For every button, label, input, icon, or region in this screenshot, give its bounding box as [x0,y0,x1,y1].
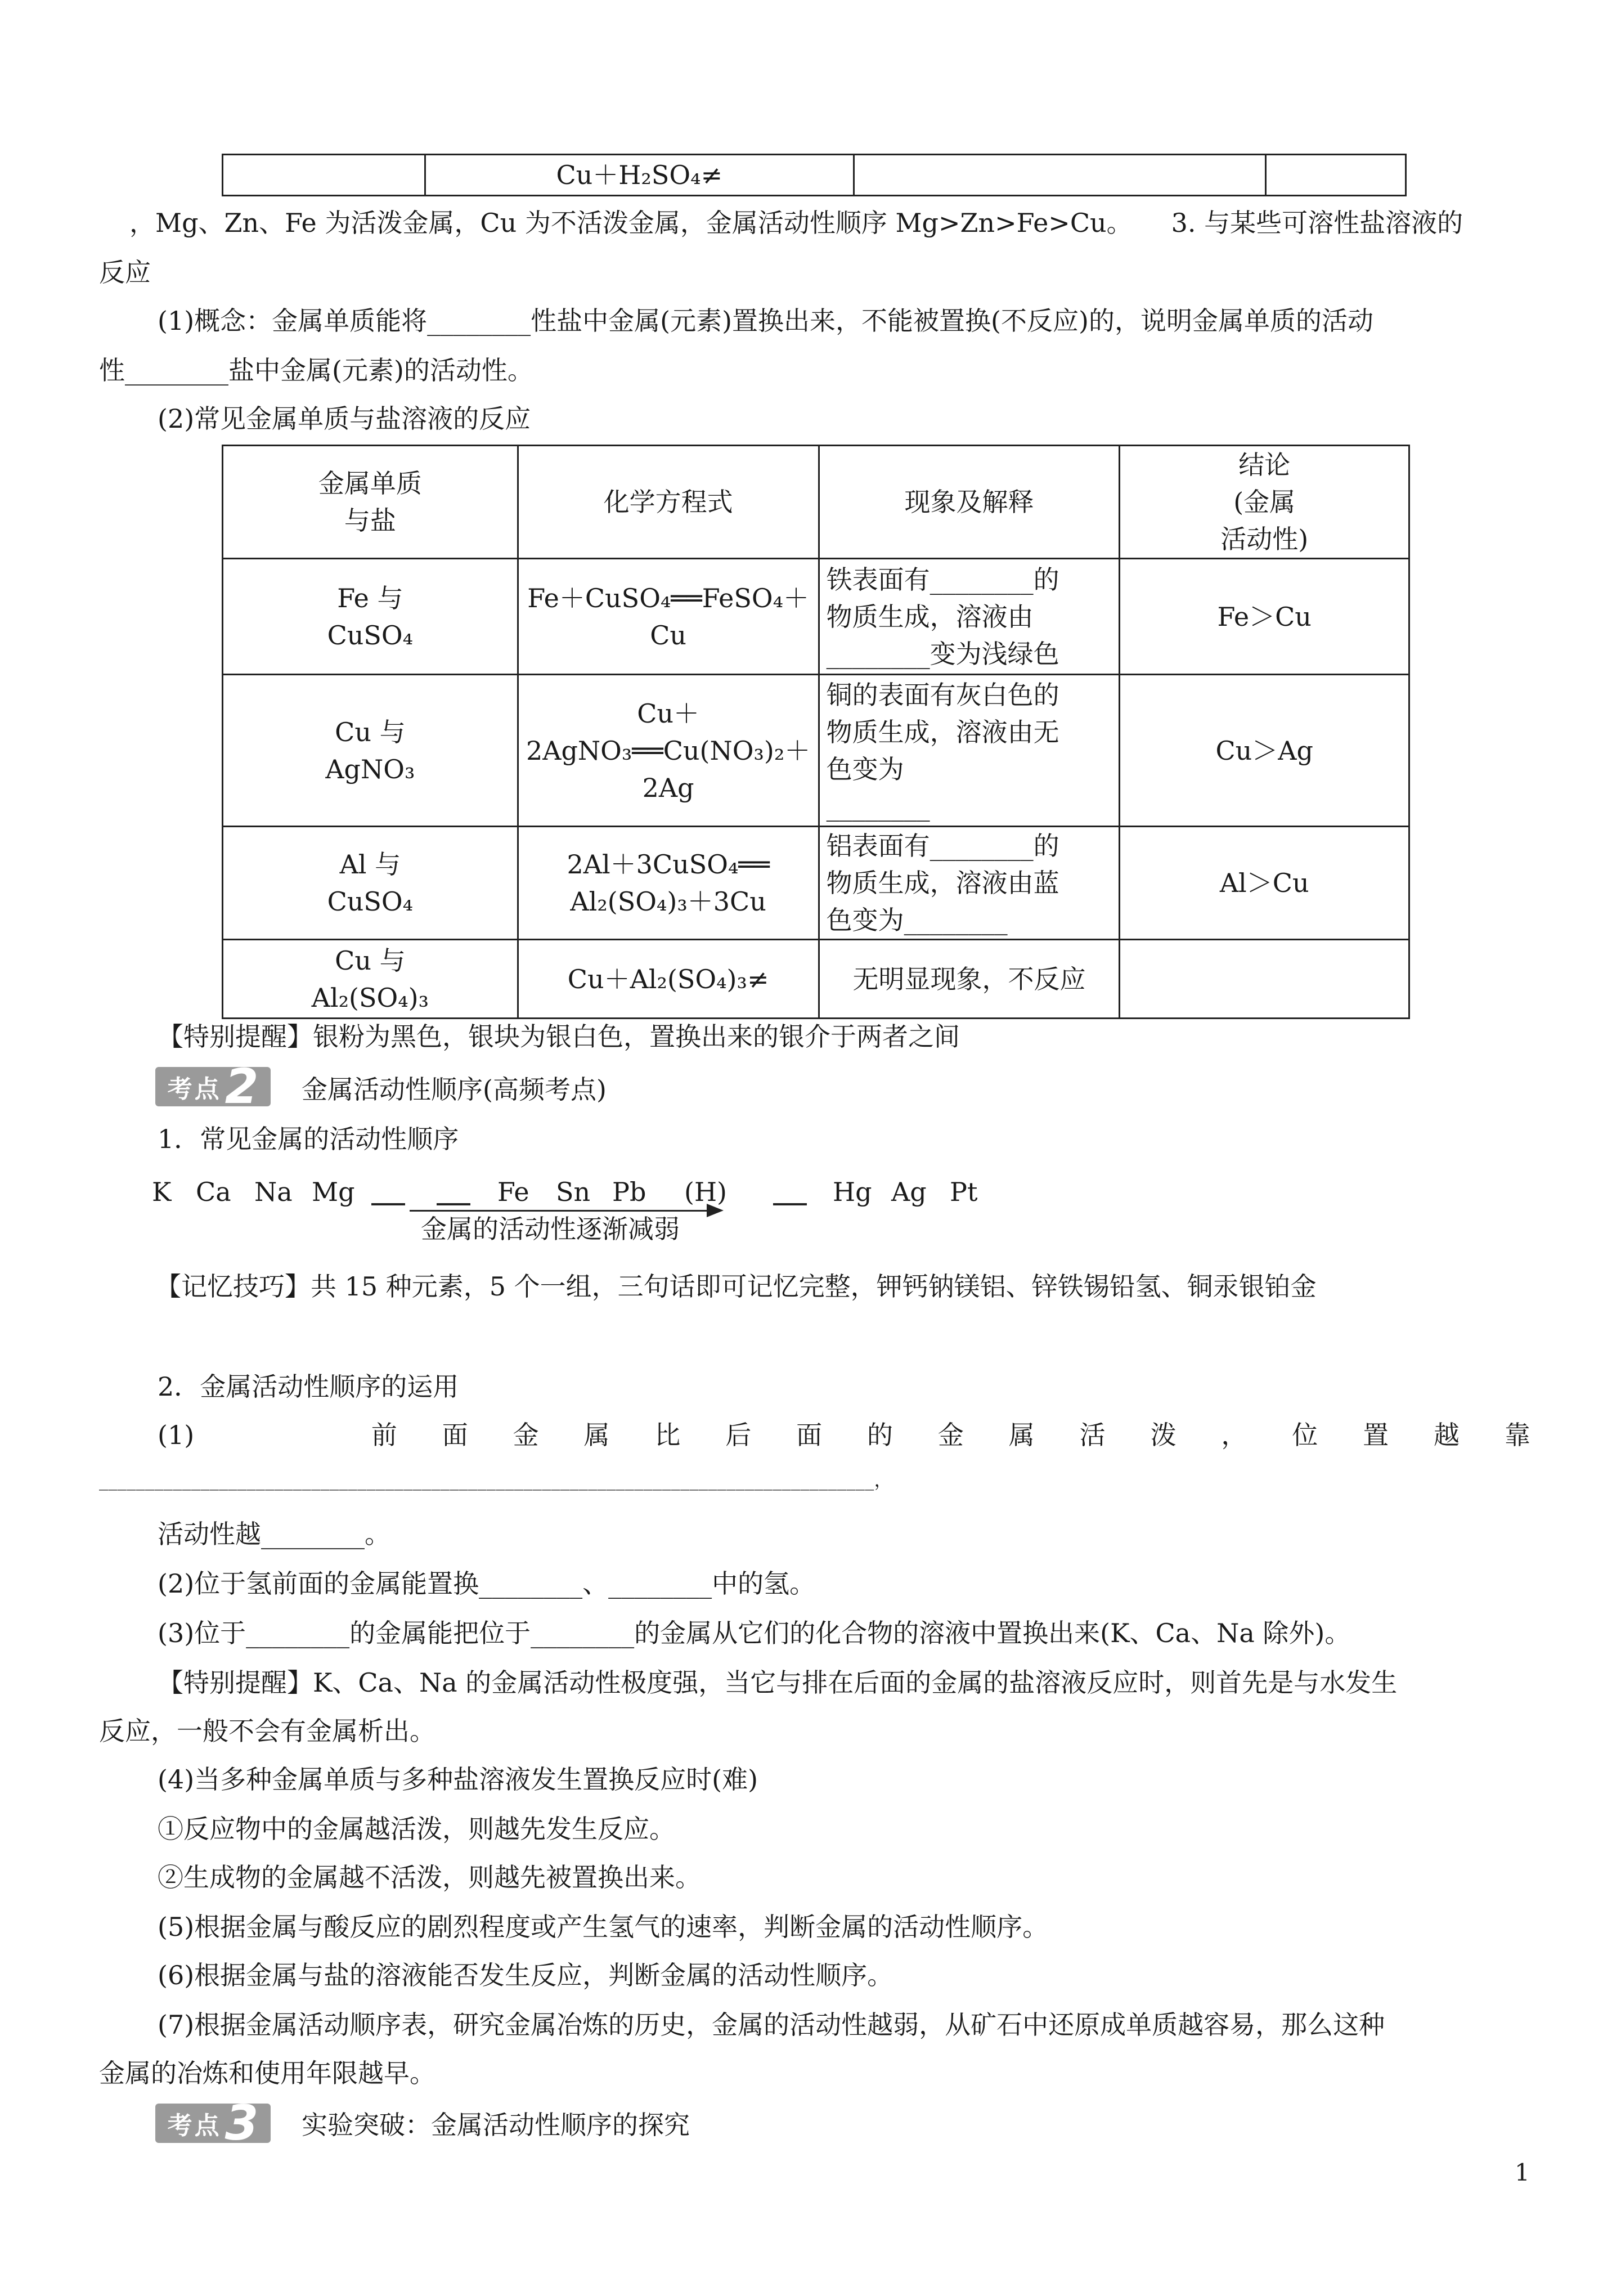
paragraph: ①反应物中的金属越活泼，则越先发生反应。 [158,1814,675,1844]
series-symbol: Fe [497,1177,529,1207]
word: 面 [442,1420,468,1450]
page-number: 1 [1515,2159,1530,2186]
table-cell [1120,940,1409,1019]
table-cell: 2Al＋3CuSO₄══ Al₂(SO₄)₃＋3Cu [518,827,819,940]
series-symbol: Sn [556,1177,591,1207]
reminder: 【特别提醒】K、Ca、Na 的金属活动性极度强，当它与排在后面的金属的盐溶液反应时，则首先是与水发生 [158,1667,1398,1698]
paragraph: (6)根据金属与盐的溶液能否发生反应，判断金属的活动性顺序。 [158,1960,893,1990]
series-blank [371,1174,405,1205]
paragraph: (3)位于________的金属能把位于________的金属从它们的化合物的溶液中置换出来(K、Ca、Na 除外)。 [158,1618,1351,1648]
word: 后 [725,1420,752,1450]
series-symbol: K [152,1177,172,1207]
table-row [223,675,1409,827]
word: 活 [1079,1420,1106,1450]
header-cell: 现象及解释 [819,446,1120,559]
top-table [222,154,1407,196]
table-header-row [223,446,1409,559]
paragraph: 金属的冶炼和使用年限越早。 [99,2058,435,2088]
table-cell: Cu 与 Al₂(SO₄)₃ [223,940,518,1019]
table-row [223,940,1409,1019]
header-cell: 化学方程式 [518,446,819,559]
section-badge [155,2095,271,2151]
series-symbol: Na [254,1177,293,1207]
paragraph: 反应 [99,257,151,288]
table-cell: Al 与 CuSO₄ [223,827,518,940]
series-blank [773,1174,807,1205]
word: 越 [1434,1420,1460,1450]
paragraph: 性________盐中金属(元素)的活动性。 [99,355,533,385]
header-cell: 金属单质 与盐 [223,446,518,559]
header-cell: 结论 (金属 活动性) [1120,446,1409,559]
memory-tip: 【记忆技巧】共 15 种元素，5 个一组，三句话即可记忆完整，钾钙钠镁铝、锌铁锡铅氢、铜汞银铂金 [155,1271,1317,1302]
salt-reaction-table [222,445,1410,1019]
word: 泼 [1150,1420,1177,1450]
table-cell: Al＞Cu [1120,827,1409,940]
series-symbol: Pt [950,1177,978,1207]
table-row [223,559,1409,675]
table-row [223,155,1406,196]
table-cell [854,155,1266,196]
word: 金 [937,1420,964,1450]
table-cell [223,155,425,196]
use-1-line [158,1417,1530,1453]
section-badge [155,1059,271,1115]
word: 属 [1008,1420,1035,1450]
paragraph: (4)当多种金属单质与多种盐溶液发生置换反应时(难) [158,1764,758,1795]
paragraph: ，Mg、Zn、Fe 为活泼金属，Cu 为不活泼金属，金属活动性顺序 Mg>Zn>Fe>Cu。 3. 与某些可溶性盐溶液的 [129,208,1463,238]
list-item: 2．金属活动性顺序的运用 [158,1371,459,1402]
badge-number: 3 [224,2095,259,2151]
series-symbol: (H) [684,1177,728,1207]
paragraph: (2)位于氢前面的金属能置换________、________中的氢。 [158,1568,816,1599]
subsection-title: (2)常见金属单质与盐溶液的反应 [158,403,531,434]
table-cell: 铁表面有________的 物质生成，溶液由 ________变为浅绿色 [819,559,1120,675]
table-cell: 铝表面有________的 物质生成，溶液由蓝 色变为________ [819,827,1120,940]
table-cell: Cu＞Ag [1120,675,1409,827]
word: 位 [1292,1420,1318,1450]
paragraph: 活动性越________。 [158,1519,390,1549]
list-item: 1．常见金属的活动性顺序 [158,1124,459,1154]
series-symbol: Ca [196,1177,231,1207]
table-cell: 无明显现象，不反应 [819,940,1120,1019]
arrow-head-icon [707,1204,724,1217]
table-cell: 铜的表面有灰白色的 物质生成，溶液由无 色变为 ________ [819,675,1120,827]
table-cell: Cu＋ 2AgNO₃══Cu(NO₃)₂＋ 2Ag [518,675,819,827]
word: 靠 [1504,1420,1530,1450]
table-cell: Fe＋CuSO₄══FeSO₄＋ Cu [518,559,819,675]
word: 前 [371,1420,397,1450]
word: ， [1221,1420,1247,1450]
section-title: 实验突破：金属活动性顺序的探究 [302,2110,690,2140]
paragraph: ②生成物的金属越不活泼，则越先被置换出来。 [158,1862,701,1893]
series-symbol: Hg [833,1177,872,1207]
table-cell [1266,155,1406,196]
paragraph: (5)根据金属与酸反应的剧烈程度或产生氢气的速率，判断金属的活动性顺序。 [158,1912,1049,1942]
series-blank [437,1174,470,1205]
word: 置 [1363,1420,1389,1450]
paragraph: (1)概念：金属单质能将________性盐中金属(元素)置换出来，不能被置换(不反应)的，说明金属单质的活动 [158,306,1373,336]
table-row [223,827,1409,940]
series-symbol: Ag [891,1177,927,1207]
badge-label: 考点 [167,1075,222,1104]
series-symbol: Mg [312,1177,355,1207]
table-cell: Fe 与 CuSO₄ [223,559,518,675]
paragraph: (7)根据金属活动顺序表，研究金属冶炼的历史，金属的活动性越弱，从矿石中还原成单质越容易，那么这种 [158,2010,1385,2040]
word: 比 [654,1420,681,1450]
word: 面 [796,1420,823,1450]
badge-number: 2 [224,1059,259,1115]
section-title: 金属活动性顺序(高频考点) [302,1074,607,1105]
word: 属 [583,1420,610,1450]
reminder: 【特别提醒】银粉为黑色，银块为银白色，置换出来的银介于两者之间 [158,1021,960,1052]
table-cell: Cu 与 AgNO₃ [223,675,518,827]
answer-blank-line: ____________________________________________________________________________________， [99,1469,892,1491]
series-symbol: Pb [612,1177,646,1207]
word: 金 [513,1420,539,1450]
table-cell: Cu＋Al₂(SO₄)₃≠ [518,940,819,1019]
reminder: 反应，一般不会有金属析出。 [99,1716,435,1746]
table-cell: Cu＋H₂SO₄≠ [425,155,854,196]
series-caption: 金属的活动性逐渐减弱 [421,1214,680,1244]
word: (1) [158,1420,195,1450]
table-cell: Fe＞Cu [1120,559,1409,675]
word: 的 [867,1420,893,1450]
badge-label: 考点 [167,2111,222,2140]
